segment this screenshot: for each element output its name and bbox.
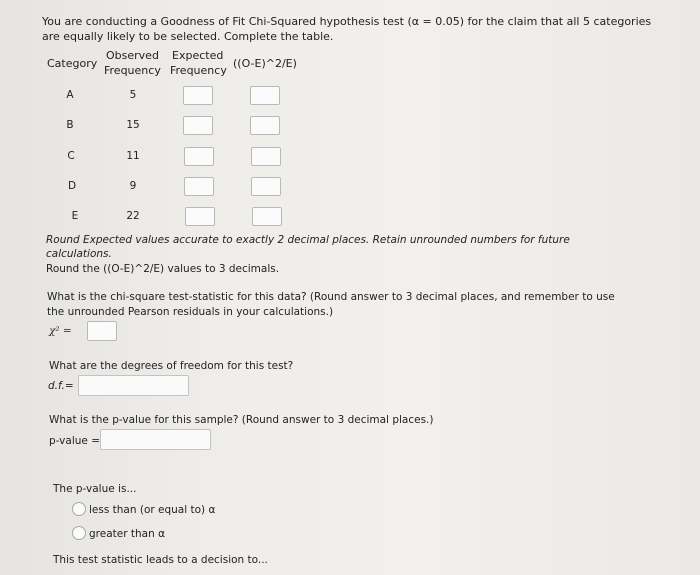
option-greater-than-label[interactable]: greater than α bbox=[89, 528, 165, 540]
option-less-than-radio[interactable] bbox=[72, 502, 86, 516]
p-value-compare-intro: The p-value is... bbox=[53, 483, 137, 495]
header-observed-1: Observed bbox=[106, 49, 159, 62]
option-less-than-label[interactable]: less than (or equal to) α bbox=[89, 504, 216, 516]
row-e-category: E bbox=[71, 210, 79, 222]
row-a-residual-input[interactable] bbox=[250, 86, 280, 105]
row-e-residual-input[interactable] bbox=[252, 207, 282, 226]
rounding-note-2: calculations. bbox=[46, 248, 112, 260]
row-b-expected-input[interactable] bbox=[183, 116, 213, 135]
decision-intro: This test statistic leads to a decision to... bbox=[53, 554, 268, 566]
header-expected-2: Frequency bbox=[170, 64, 227, 77]
intro-line-2: are equally likely to be selected. Complete the table. bbox=[42, 30, 334, 43]
row-c-expected-input[interactable] bbox=[184, 147, 214, 166]
chi-square-input[interactable] bbox=[87, 321, 117, 341]
header-residual: ((O-E)^2/E) bbox=[233, 57, 297, 70]
header-category: Category bbox=[47, 57, 98, 70]
row-d-category: D bbox=[67, 180, 77, 192]
row-d-observed: 9 bbox=[129, 180, 137, 192]
row-c-category: C bbox=[67, 150, 75, 162]
row-a-observed: 5 bbox=[129, 89, 137, 101]
chi-square-question-1: What is the chi-square test-statistic for this data? (Round answer to 3 decimal places, and remember to use bbox=[47, 291, 615, 303]
p-value-label: p-value = bbox=[49, 435, 100, 447]
chi-square-question-2: the unrounded Pearson residuals in your calculations.) bbox=[47, 306, 334, 318]
row-a-category: A bbox=[66, 89, 74, 101]
chi-square-label: χ² = bbox=[49, 325, 72, 337]
p-value-question: What is the p-value for this sample? (Round answer to 3 decimal places.) bbox=[49, 414, 434, 426]
row-b-residual-input[interactable] bbox=[250, 116, 280, 135]
row-b-category: B bbox=[66, 119, 74, 131]
intro-line-1: You are conducting a Goodness of Fit Chi-Squared hypothesis test (α = 0.05) for the claim that all 5 categories bbox=[42, 15, 652, 28]
option-greater-than-radio[interactable] bbox=[72, 526, 86, 540]
df-input[interactable] bbox=[78, 375, 189, 396]
header-observed-2: Frequency bbox=[104, 64, 161, 77]
p-value-input[interactable] bbox=[100, 429, 211, 450]
row-b-observed: 15 bbox=[126, 119, 140, 131]
row-e-expected-input[interactable] bbox=[185, 207, 215, 226]
df-question: What are the degrees of freedom for this test? bbox=[49, 360, 294, 372]
row-d-residual-input[interactable] bbox=[251, 177, 281, 196]
row-d-expected-input[interactable] bbox=[184, 177, 214, 196]
rounding-note-1: Round Expected values accurate to exactly 2 decimal places. Retain unrounded numbers for future bbox=[46, 234, 570, 246]
row-a-expected-input[interactable] bbox=[183, 86, 213, 105]
df-label: d.f.= bbox=[48, 380, 74, 392]
row-c-residual-input[interactable] bbox=[251, 147, 281, 166]
row-c-observed: 11 bbox=[126, 150, 140, 162]
row-e-observed: 22 bbox=[126, 210, 140, 222]
header-expected-1: Expected bbox=[172, 49, 224, 62]
rounding-note-3: Round the ((O-E)^2/E) values to 3 decimals. bbox=[46, 263, 280, 275]
